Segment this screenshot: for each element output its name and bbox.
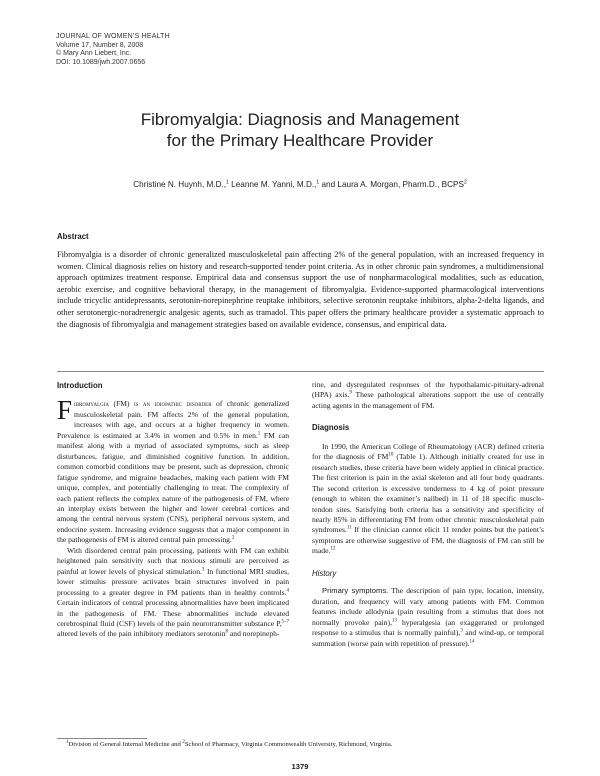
article-title <box>60 109 540 151</box>
diagnosis-heading: Diagnosis <box>312 423 350 433</box>
intro-paragraph-1: Fibromyalgia (FM) is an idiopathic disorder of chronic generalized musculoskeletal pain. FM affects 2% of the general population, increases with age, and occurs at a higher frequency in women. Prevalence is estimated at 3.4% in women and 0.5% in men.$^1$ FM can manifest along with a myriad of associated symptoms, such as sleep disturbances, fatigue, and diminished cognitive function. In addition, common comorbid conditions may be present, such as depression, chronic fatigue syndrome, and migraine headaches, making each patient with FM unique, complex, and potentially challenging to treat. The complexity of each patient reflects the complex nature of the pathogenesis of FM, where an interplay exists between the higher and lower cerebral cortices and among the central nervous system (CNS), peripheral nervous system, and endocrine system. Increasing evidence suggests that a major component in the pathogenesis of FM is altered central pain processing.$^2$ <box>57 395 290 545</box>
history-heading: History <box>312 568 337 578</box>
title-line-2: for the Primary Healthcare Provider <box>166 131 434 150</box>
author-list <box>60 179 540 190</box>
intro-paragraph-2: With disordered central pain processing, patients with FM can exhibit heightened pain sensitivity such that noxious stimuli are perceived as painful at lower levels of physical stimulation.$^3$ In functional MRI studies, lower stimulus pressure activates brain structures involved in pain processing to a greater degree in FM patients than in healthy controls.$^4$ Certain indicators of central processing abnormalities have been implicated in the pathogenesis of FM. These abnormalities include elevated cerebrospinal fluid (CSF) levels of the pain neurotransmitter substance P,$^{5-7}$ altered levels of the pain inhibitory mediators serotonin$^8$ and norepineph- <box>57 545 289 639</box>
history-paragraph: Primary symptoms. The description of pain type, location, intensity, duration, and frequency will vary among patients with FM. Common features include allodynia (pain resulting from a stimulus that does not normally provoke pain),$^{13}$ hyperalgesia (an exaggerated or prolonged response to a stimulus that is normally painful),$^3$ and wind-up, or temporal summation (worse pain with repetition of pressure).$^{14}$ <box>312 586 544 648</box>
author-2-affiliation: 1 <box>316 179 320 186</box>
journal-header <box>56 33 170 67</box>
journal-copyright: © Mary Ann Liebert, Inc. <box>56 50 132 58</box>
primary-symptoms-lead: Primary symptoms. <box>322 586 389 596</box>
journal-doi: DOI: 10.1089/jwh.2007.0656 <box>56 58 146 66</box>
footnote-divider <box>57 738 147 739</box>
section-divider <box>57 371 544 372</box>
author-1: Christine N. Huynh, M.D., <box>133 180 227 189</box>
introduction-heading: Introduction <box>57 381 103 390</box>
left-column <box>57 381 289 640</box>
diagnosis-paragraph: In 1990, the American College of Rheumatology (ACR) defined criteria for the diagnosis of FM$^{10}$ (Table 1). Although initially created for use in research studies, these criteria have been widely applied in clinical practice. The first criterion is pain in the axial skeleton and all four body quadrants. The second criterion is excessive tenderness to 4 kg of point pressure (enough to whiten the examiner’s nailbed) in 11 of 18 specific muscle-tendon sites. Satisfying both criteria has a sensitivity and specificity of nearly 85% in differentiating FM from other chronic musculoskeletal pain syndromes.$^{11}$ If the clinician cannot elicit 11 tender points but the patient’s symptoms are otherwise suggestive of FM, the diagnosis of FM can still be made.$^{12}$ <box>312 441 545 556</box>
author-2: Leanne M. Yanni, M.D., <box>231 180 317 189</box>
title-line-1: Fibromyalgia: Diagnosis and Management <box>140 110 460 129</box>
right-column <box>312 380 544 649</box>
abstract-text: Fibromyalgia is a disorder of chronic generalized musculoskeletal pain affecting 2% of the general population, with an increased frequency in women. Clinical diagnosis relies on history and research-supported tender point criteria. As in other chronic pain syndromes, a multidimensional approach optimizes treatment response. Empirical data and consensus support the use of nonpharmacological modalities, such as education, aerobic exercise, and cognitive behavioral therapy, in the management of fibromyalgia. Evidence-supported pharmacological interventions include tricyclic antidepressants, serotonin-norepinephrine reuptake inhibitors, selective serotonin reuptake inhibitors, alpha-2-delta ligands, and other serotonergic-noradrenergic analgesic agents, such as tramadol. This paper offers the primary healthcare provider a systematic approach to the diagnosis of fibromyalgia and management strategies based on available evidence, consensus, and empirical data. <box>57 250 544 329</box>
affiliation-footnote: $^1$Division of General Internal Medicine and $^2$School of Pharmacy, Virginia Commonwealth University, Richmond, Virginia. <box>66 739 393 748</box>
journal-volume: Volume 17, Number 8, 2008 <box>56 41 144 49</box>
page-number: 1379 <box>291 762 309 771</box>
abstract-heading: Abstract <box>57 232 89 241</box>
author-1-affiliation: 1 <box>226 179 229 186</box>
author-3-affiliation: 2 <box>463 179 467 186</box>
drop-cap: F <box>57 395 73 426</box>
journal-name: JOURNAL OF WOMEN’S HEALTH <box>56 33 170 40</box>
intro-continuation: rine, and dysregulated responses of the hypothalamic-pituitary-adrenal (HPA) axis.$^9$ These pathological alterations support the use of centrally acting agents in the management of FM. <box>312 380 544 410</box>
author-3: and Laura A. Morgan, Pharm.D., BCPS <box>321 180 464 189</box>
